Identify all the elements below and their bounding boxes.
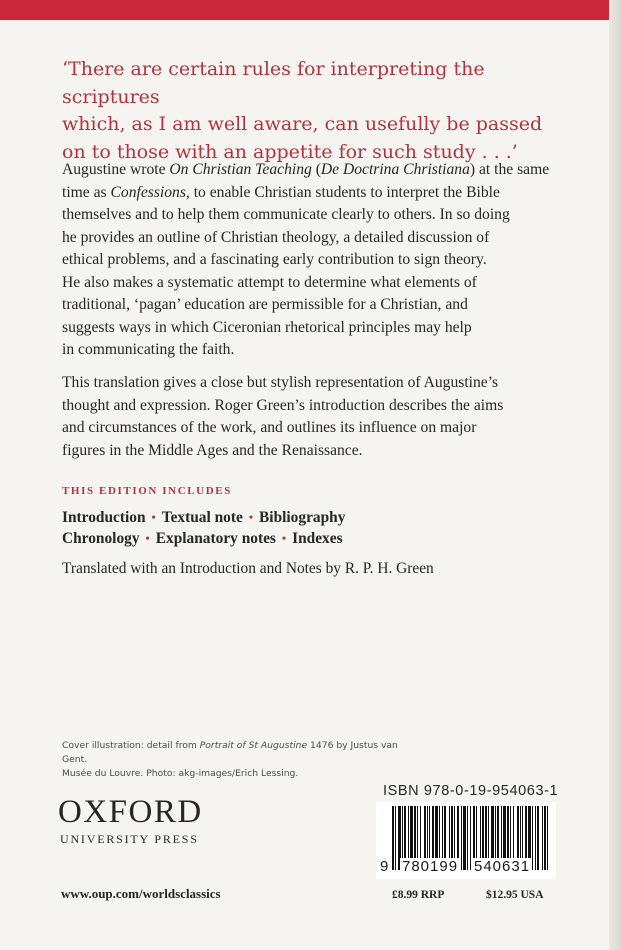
barcode-bar — [544, 806, 546, 870]
text-line: This translation gives a close but stylish representation of Augustine’s — [62, 374, 499, 391]
text-line: He also makes a systematic attempt to determine what elements of — [62, 273, 477, 291]
text-line: and circumstances of the work, and outlines its influence on major — [62, 419, 477, 436]
text-run: 1476 by Justus van Gent. — [62, 740, 398, 765]
includes-item: Explanatory notes — [155, 530, 276, 547]
includes-row — [62, 507, 345, 528]
isbn-label: ISBN 978-0-19-954063-1 — [383, 783, 559, 799]
description-paragraph-2 — [62, 372, 560, 462]
pull-quote — [62, 56, 562, 166]
includes-item: Bibliography — [259, 509, 346, 526]
edition-includes-heading: THIS EDITION INCLUDES — [62, 485, 232, 497]
text-run: time as — [62, 183, 111, 201]
text-line: thought and expression. Roger Green’s introduction describes the aims — [62, 396, 504, 414]
quote-line: ‘There are certain rules for interpreting the scriptures — [62, 58, 485, 108]
text-line: suggests ways in which Ciceronian rhetorical principles may help — [62, 318, 472, 336]
price-gbp: £8.99 RRP — [392, 889, 445, 901]
publisher-website: www.oup.com/worldsclassics — [61, 886, 221, 901]
text-line: ethical problems, and a fascinating early contribution to sign theory. — [62, 251, 487, 268]
quote-line: which, as I am well aware, can usefully be passed — [62, 113, 543, 135]
text-line: he provides an outline of Christian theology, a detailed discussion of — [62, 228, 490, 246]
price-usd: $12.95 USA — [486, 889, 544, 901]
cover-illustration-credit — [62, 739, 422, 781]
text-run: Cover illustration: detail from — [62, 740, 200, 751]
oxford-logo: OXFORD — [58, 794, 203, 830]
text-run: ) at the same — [469, 161, 550, 178]
barcode-bar — [467, 806, 468, 870]
translator-credit: Translated with an Introduction and Notes by R. P. H. Green — [62, 560, 434, 577]
text-line: Musée du Louvre. Photo: akg-images/Erich Lessing. — [62, 768, 299, 779]
barcode-lead-digit: 9 — [380, 858, 390, 875]
includes-item: Textual note — [161, 509, 243, 526]
bullet-icon: • — [248, 510, 254, 524]
barcode-digit-group: 540631 — [474, 858, 531, 875]
includes-row — [62, 528, 345, 549]
book-title-italic: On Christian Teaching — [169, 161, 312, 178]
latin-title-italic: De Doctrina Christiana — [320, 161, 470, 178]
text-run: Augustine wrote — [62, 161, 170, 178]
bullet-icon: • — [281, 531, 287, 545]
barcode-bar — [463, 806, 466, 870]
barcode-digit-group: 780199 — [402, 858, 459, 875]
top-red-band — [0, 0, 621, 20]
text-run: , to enable Christian students to interpret the Bible — [185, 183, 500, 201]
text-line: figures in the Middle Ages and the Renaissance. — [62, 441, 363, 459]
bullet-icon: • — [151, 510, 156, 524]
page-edge — [609, 0, 621, 950]
barcode-bar — [535, 806, 536, 870]
edition-includes-list — [62, 507, 345, 549]
barcode-bar — [392, 806, 394, 870]
text-run: ( — [311, 161, 321, 178]
painting-title-italic: Portrait of St Augustine — [199, 740, 308, 751]
includes-item: Indexes — [292, 530, 343, 547]
quote-line: on to those with an appetite for such study . . .’ — [62, 140, 518, 163]
bullet-icon: • — [145, 531, 150, 545]
barcode-bar — [470, 806, 471, 870]
barcode-bar — [532, 806, 533, 870]
book-title-italic: Confessions — [110, 183, 186, 201]
includes-item: Introduction — [62, 509, 146, 526]
university-press-label: UNIVERSITY PRESS — [60, 832, 199, 846]
includes-item: Chronology — [62, 530, 140, 547]
text-line: in communicating the faith. — [62, 341, 235, 358]
barcode-bar — [547, 806, 548, 870]
barcode-bar — [537, 806, 539, 870]
description-paragraph-1 — [62, 159, 560, 362]
text-line: traditional, ‘pagan’ education are permissible for a Christian, and — [62, 296, 468, 313]
text-line: themselves and to help them communicate clearly to others. In so doing — [62, 206, 510, 223]
barcode-bar — [461, 806, 462, 870]
barcode-bar — [542, 806, 543, 870]
barcode-bar — [395, 806, 396, 870]
